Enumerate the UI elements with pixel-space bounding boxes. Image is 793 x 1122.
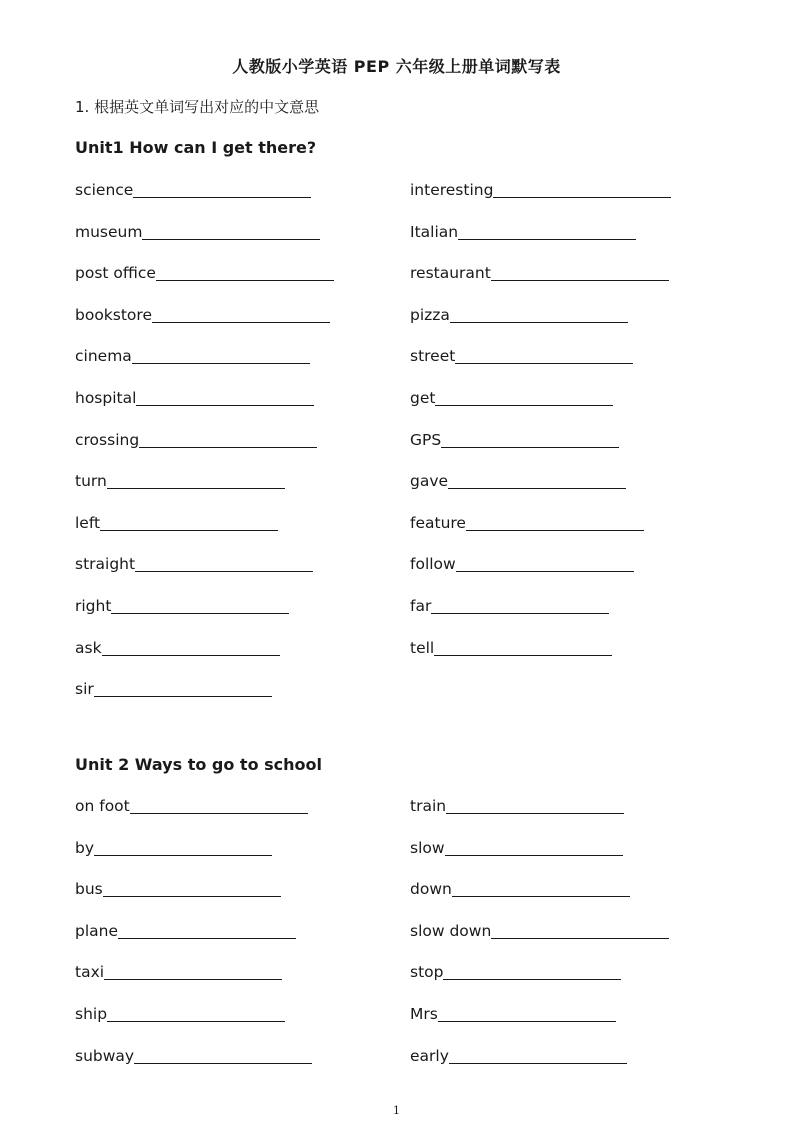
word-label: sir <box>75 680 94 699</box>
word-entry <box>410 921 669 941</box>
word-entry <box>75 1004 285 1024</box>
answer-blank-line[interactable] <box>103 896 281 897</box>
answer-blank-line[interactable] <box>491 938 669 939</box>
word-label: plane <box>75 921 119 940</box>
word-entry <box>75 921 296 941</box>
word-label: restaurant <box>410 264 491 283</box>
word-entry <box>410 962 621 982</box>
word-label: right <box>75 597 112 615</box>
word-label: interesting <box>410 181 494 199</box>
answer-blank-line[interactable] <box>104 979 282 980</box>
answer-blank-line[interactable] <box>438 1021 616 1022</box>
word-label: Mrs <box>410 1005 438 1023</box>
word-label: follow <box>410 555 456 574</box>
word-label: gave <box>410 472 449 491</box>
word-label: museum <box>75 222 143 241</box>
word-label: on foot <box>75 797 130 815</box>
word-label: bus <box>75 880 103 899</box>
page-title: 人教版小学英语 PEP 六年级上册单词默写表 <box>232 57 561 76</box>
word-label: slow down <box>410 921 492 940</box>
word-entry <box>410 879 630 899</box>
word-label: by <box>75 838 95 857</box>
answer-blank-line[interactable] <box>446 813 624 814</box>
word-label: train <box>410 797 447 815</box>
unit-1-heading: Unit1 How can I get there? <box>75 138 317 157</box>
word-label: tell <box>410 638 435 657</box>
word-label: Italian <box>410 222 459 241</box>
word-entry <box>410 796 624 816</box>
word-label: subway <box>75 1046 135 1065</box>
answer-blank-line[interactable] <box>118 938 296 939</box>
answer-blank-line[interactable] <box>107 1021 285 1022</box>
word-label: stop <box>410 963 444 982</box>
word-label: ask <box>75 638 102 657</box>
answer-blank-line[interactable] <box>94 855 272 856</box>
word-label: turn <box>75 472 107 491</box>
word-entry <box>410 838 623 858</box>
word-label: GPS <box>410 430 442 449</box>
word-label: ship <box>75 1005 108 1023</box>
word-entry <box>75 796 308 816</box>
word-label: straight <box>75 555 136 574</box>
word-entry <box>75 838 272 858</box>
instruction-text: 1. 根据英文单词写出对应的中文意思 <box>75 98 320 116</box>
word-entry <box>75 1046 312 1066</box>
word-label: far <box>410 597 432 615</box>
answer-blank-line[interactable] <box>134 1063 312 1064</box>
word-label: street <box>410 347 456 366</box>
word-entry <box>75 879 281 899</box>
word-entry <box>410 1004 616 1024</box>
word-label: cinema <box>75 347 132 366</box>
answer-blank-line[interactable] <box>452 896 630 897</box>
word-label: crossing <box>75 430 140 449</box>
unit-2-heading: Unit 2 Ways to go to school <box>75 755 322 774</box>
word-label: science <box>75 181 134 199</box>
word-label: down <box>410 880 452 899</box>
answer-blank-line[interactable] <box>449 1063 627 1064</box>
answer-blank-line[interactable] <box>445 855 623 856</box>
word-label: get <box>410 389 436 407</box>
word-label: slow <box>410 838 445 857</box>
word-label: taxi <box>75 963 105 982</box>
answer-blank-line[interactable] <box>130 813 308 814</box>
word-label: pizza <box>410 305 450 324</box>
answer-blank-line[interactable] <box>443 979 621 980</box>
word-label: feature <box>410 513 466 532</box>
word-label: early <box>410 1046 449 1065</box>
word-entry <box>75 962 282 982</box>
word-label: left <box>75 513 101 532</box>
page-number: 1 <box>393 1104 400 1117</box>
word-label: post office <box>75 264 156 283</box>
word-label: hospital <box>75 389 137 407</box>
word-entry <box>410 1046 627 1066</box>
word-label: bookstore <box>75 305 152 324</box>
